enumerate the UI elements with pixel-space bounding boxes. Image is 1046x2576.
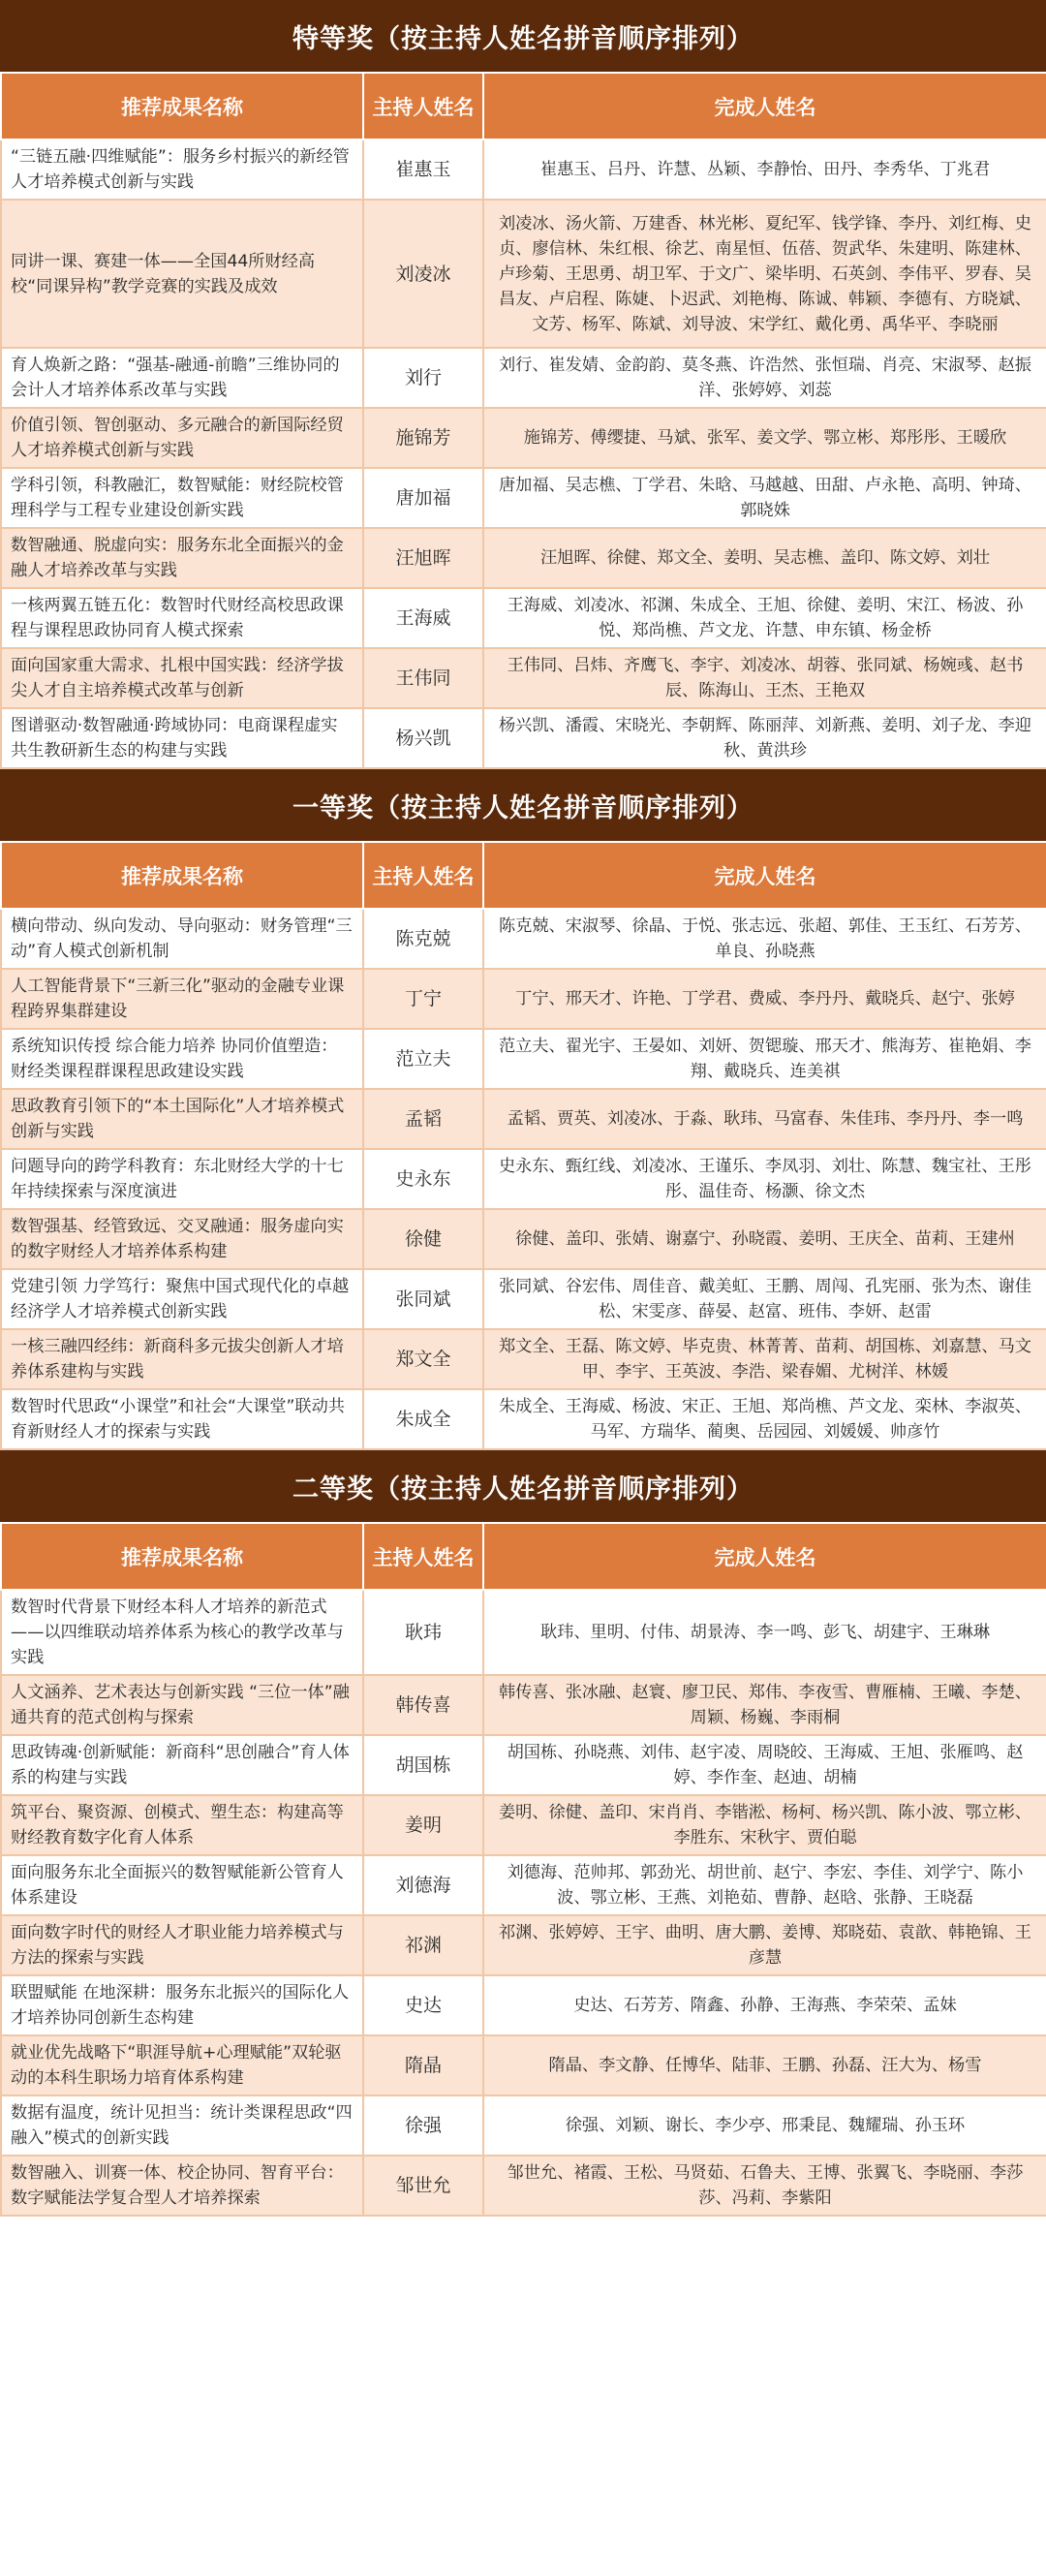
team-members: 陈克兢、宋淑琴、徐晶、于悦、张志远、张超、郭佳、王玉红、石芳芳、单良、孙晓燕: [483, 909, 1046, 969]
table-header-row: [1, 842, 1046, 909]
table-row: [1, 708, 1046, 768]
team-members: 史永东、甄红线、刘凌冰、王谨乐、李凤羽、刘壮、陈慧、魏宝社、王彤彤、温佳奇、杨灏、徐文杰: [483, 1149, 1046, 1209]
team-members: 刘凌冰、汤火箭、万建香、林光彬、夏纪军、钱学锋、李丹、刘红梅、史贞、廖信林、朱红根、徐艺、南星恒、伍蓓、贺武华、朱建明、陈建林、卢珍菊、王思勇、胡卫军、于文广、梁毕明、石英剑、李伟平、罗春、吴昌友、卢启程、陈婕、卜迟武、刘艳梅、陈诚、韩颖、李德有、方晓斌、文芳、杨军、陈斌、刘导波、宋学红、戴化勇、禹华平、李晓丽: [483, 200, 1046, 348]
host-name: 徐健: [363, 1209, 483, 1269]
achievement-name: 价值引领、智创驱动、多元融合的新国际经贸人才培养模式创新与实践: [1, 408, 363, 468]
table-row: [1, 348, 1046, 408]
award-table: [0, 72, 1046, 769]
team-members: 唐加福、吴志樵、丁学君、朱晗、马越越、田甜、卢永艳、高明、钟琦、郭晓姝: [483, 468, 1046, 528]
award-table: [0, 841, 1046, 1450]
team-members: 邹世允、褚霞、王松、马贤茹、石鲁夫、王博、张翼飞、李晓丽、李莎莎、冯莉、李紫阳: [483, 2156, 1046, 2216]
column-header-name: 推荐成果名称: [1, 842, 363, 909]
host-name: 王伟同: [363, 648, 483, 708]
team-members: 汪旭晖、徐健、郑文全、姜明、吴志樵、盖印、陈文婷、刘壮: [483, 528, 1046, 588]
table-row: [1, 1389, 1046, 1449]
achievement-name: 数智强基、经管致远、交叉融通：服务虚向实的数字财经人才培养体系构建: [1, 1209, 363, 1269]
achievement-name: 数智融入、训赛一体、校企协同、智育平台：数字赋能法学复合型人才培养探索: [1, 2156, 363, 2216]
team-members: 胡国栋、孙晓燕、刘伟、赵宇凌、周晓皎、王海威、王旭、张雁鸣、赵婷、李作奎、赵迪、胡楠: [483, 1735, 1046, 1795]
column-header-host: 主持人姓名: [363, 73, 483, 140]
host-name: 王海威: [363, 588, 483, 648]
host-name: 陈克兢: [363, 909, 483, 969]
table-row: [1, 1735, 1046, 1795]
table-row: [1, 1269, 1046, 1329]
achievement-name: 人工智能背景下“三新三化”驱动的金融专业课程跨界集群建设: [1, 969, 363, 1029]
table-row: [1, 588, 1046, 648]
table-row: [1, 2035, 1046, 2095]
team-members: 施锦芳、傅缨捷、马斌、张军、姜文学、鄂立彬、郑彤彤、王暖欣: [483, 408, 1046, 468]
achievement-name: 党建引领 力学笃行：聚焦中国式现代化的卓越经济学人才培养模式创新实践: [1, 1269, 363, 1329]
achievement-name: 一核三融四经纬：新商科多元拔尖创新人才培养体系建构与实践: [1, 1329, 363, 1389]
team-members: 刘行、崔发婧、金韵韵、莫冬燕、许浩然、张恒瑞、肖亮、宋淑琴、赵振洋、张婷婷、刘蕊: [483, 348, 1046, 408]
table-row: [1, 1975, 1046, 2035]
achievement-name: 数智时代背景下财经本科人才培养的新范式——以四维联动培养体系为核心的教学改革与实践: [1, 1590, 363, 1675]
table-row: [1, 468, 1046, 528]
host-name: 刘德海: [363, 1855, 483, 1915]
host-name: 隋晶: [363, 2035, 483, 2095]
column-header-host: 主持人姓名: [363, 1523, 483, 1590]
achievement-name: 思政教育引领下的“本土国际化”人才培养模式创新与实践: [1, 1089, 363, 1149]
table-row: [1, 1590, 1046, 1675]
team-members: 隋晶、李文静、任博华、陆菲、王鹏、孙磊、汪大为、杨雪: [483, 2035, 1046, 2095]
column-header-team: 完成人姓名: [483, 73, 1046, 140]
table-header-row: [1, 1523, 1046, 1590]
column-header-team: 完成人姓名: [483, 842, 1046, 909]
achievement-name: 面向数字时代的财经人才职业能力培养模式与方法的探索与实践: [1, 1915, 363, 1975]
achievement-name: 数智融通、脱虚向实：服务东北全面振兴的金融人才培养改革与实践: [1, 528, 363, 588]
section-title: 二等奖（按主持人姓名拼音顺序排列）: [0, 1450, 1046, 1522]
column-header-team: 完成人姓名: [483, 1523, 1046, 1590]
host-name: 崔惠玉: [363, 140, 483, 200]
achievement-name: 面向国家重大需求、扎根中国实践：经济学拔尖人才自主培养模式改革与创新: [1, 648, 363, 708]
team-members: 祁渊、张婷婷、王宇、曲明、唐大鹏、姜博、郑晓茹、袁歆、韩艳锦、王彦慧: [483, 1915, 1046, 1975]
achievement-name: 一核两翼五链五化：数智时代财经高校思政课程与课程思政协同育人模式探索: [1, 588, 363, 648]
table-row: [1, 1089, 1046, 1149]
section-title: 特等奖（按主持人姓名拼音顺序排列）: [0, 0, 1046, 72]
host-name: 范立夫: [363, 1029, 483, 1089]
column-header-host: 主持人姓名: [363, 842, 483, 909]
host-name: 丁宁: [363, 969, 483, 1029]
host-name: 姜明: [363, 1795, 483, 1855]
achievement-name: “三链五融·四维赋能”：服务乡村振兴的新经管人才培养模式创新与实践: [1, 140, 363, 200]
achievement-name: 系统知识传授 综合能力培养 协同价值塑造：财经类课程群课程思政建设实践: [1, 1029, 363, 1089]
table-row: [1, 1029, 1046, 1089]
host-name: 张同斌: [363, 1269, 483, 1329]
host-name: 徐强: [363, 2095, 483, 2156]
achievement-name: 面向服务东北全面振兴的数智赋能新公管育人体系建设: [1, 1855, 363, 1915]
achievement-name: 思政铸魂·创新赋能：新商科“思创融合”育人体系的构建与实践: [1, 1735, 363, 1795]
achievement-name: 筑平台、聚资源、创模式、塑生态：构建高等财经教育数字化育人体系: [1, 1795, 363, 1855]
column-header-name: 推荐成果名称: [1, 1523, 363, 1590]
team-members: 孟韬、贾英、刘凌冰、于淼、耿玮、马富春、朱佳玮、李丹丹、李一鸣: [483, 1089, 1046, 1149]
table-row: [1, 2095, 1046, 2156]
team-members: 朱成全、王海威、杨波、宋正、王旭、郑尚樵、芦文龙、栾林、李淑英、马军、方瑞华、蔺奥、岳园园、刘媛媛、帅彦竹: [483, 1389, 1046, 1449]
table-row: [1, 200, 1046, 348]
achievement-name: 问题导向的跨学科教育：东北财经大学的十七年持续探索与深度演进: [1, 1149, 363, 1209]
host-name: 刘行: [363, 348, 483, 408]
award-table: [0, 1522, 1046, 2217]
team-members: 郑文全、王磊、陈文婷、毕克贵、林菁菁、苗莉、胡国栋、刘嘉慧、马文甲、李宇、王英波、李浩、梁春媚、尤树洋、林媛: [483, 1329, 1046, 1389]
team-members: 范立夫、翟光宇、王晏如、刘妍、贺锶璇、邢天才、熊海芳、崔艳娟、李翔、戴晓兵、连美祺: [483, 1029, 1046, 1089]
achievement-name: 横向带动、纵向发动、导向驱动：财务管理“三动”育人模式创新机制: [1, 909, 363, 969]
host-name: 邹世允: [363, 2156, 483, 2216]
team-members: 王海威、刘凌冰、祁渊、朱成全、王旭、徐健、姜明、宋江、杨波、孙悦、郑尚樵、芦文龙、许慧、申东镇、杨金桥: [483, 588, 1046, 648]
host-name: 郑文全: [363, 1329, 483, 1389]
table-row: [1, 140, 1046, 200]
column-header-name: 推荐成果名称: [1, 73, 363, 140]
table-row: [1, 1675, 1046, 1735]
team-members: 崔惠玉、吕丹、许慧、丛颖、李静怡、田丹、李秀华、丁兆君: [483, 140, 1046, 200]
table-row: [1, 528, 1046, 588]
table-row: [1, 1915, 1046, 1975]
host-name: 唐加福: [363, 468, 483, 528]
achievement-name: 育人焕新之路：“强基-融通-前瞻”三维协同的会计人才培养体系改革与实践: [1, 348, 363, 408]
host-name: 祁渊: [363, 1915, 483, 1975]
team-members: 徐健、盖印、张婧、谢嘉宁、孙晓霞、姜明、王庆全、苗莉、王建州: [483, 1209, 1046, 1269]
host-name: 孟韬: [363, 1089, 483, 1149]
team-members: 杨兴凯、潘霞、宋晓光、李朝辉、陈丽萍、刘新燕、姜明、刘子龙、李迎秋、黄洪珍: [483, 708, 1046, 768]
table-row: [1, 1209, 1046, 1269]
team-members: 张同斌、谷宏伟、周佳音、戴美虹、王鹏、周闯、孔宪丽、张为杰、谢佳松、宋雯彦、薛晏、赵富、班伟、李妍、赵雷: [483, 1269, 1046, 1329]
host-name: 韩传喜: [363, 1675, 483, 1735]
achievement-name: 学科引领，科教融汇，数智赋能：财经院校管理科学与工程专业建设创新实践: [1, 468, 363, 528]
team-members: 刘德海、范帅邦、郭劲光、胡世前、赵宁、李宏、李佳、刘学宁、陈小波、鄂立彬、王燕、刘艳茹、曹静、赵晗、张静、王晓磊: [483, 1855, 1046, 1915]
achievement-name: 图谱驱动·数智融通·跨域协同：电商课程虚实共生教研新生态的构建与实践: [1, 708, 363, 768]
table-row: [1, 1795, 1046, 1855]
achievement-name: 数据有温度，统计见担当：统计类课程思政“四融入”模式的创新实践: [1, 2095, 363, 2156]
achievement-name: 就业优先战略下“职涯导航+心理赋能”双轮驱动的本科生职场力培育体系构建: [1, 2035, 363, 2095]
team-members: 徐强、刘颖、谢长、李少亭、邢秉昆、魏耀瑞、孙玉环: [483, 2095, 1046, 2156]
table-row: [1, 909, 1046, 969]
host-name: 汪旭晖: [363, 528, 483, 588]
achievement-name: 同讲一课、赛建一体——全国44所财经高校“同课异构”教学竞赛的实践及成效: [1, 200, 363, 348]
host-name: 刘凌冰: [363, 200, 483, 348]
host-name: 杨兴凯: [363, 708, 483, 768]
table-row: [1, 1855, 1046, 1915]
host-name: 史永东: [363, 1149, 483, 1209]
host-name: 史达: [363, 1975, 483, 2035]
team-members: 丁宁、邢天才、许艳、丁学君、费威、李丹丹、戴晓兵、赵宁、张婷: [483, 969, 1046, 1029]
table-row: [1, 648, 1046, 708]
team-members: 姜明、徐健、盖印、宋肖肖、李锴淞、杨柯、杨兴凯、陈小波、鄂立彬、李胜东、宋秋宇、贾伯聪: [483, 1795, 1046, 1855]
table-row: [1, 2156, 1046, 2216]
host-name: 朱成全: [363, 1389, 483, 1449]
team-members: 史达、石芳芳、隋鑫、孙静、王海燕、李荣荣、孟妹: [483, 1975, 1046, 2035]
achievement-name: 数智时代思政“小课堂”和社会“大课堂”联动共育新财经人才的探索与实践: [1, 1389, 363, 1449]
team-members: 耿玮、里明、付伟、胡景涛、李一鸣、彭飞、胡建宇、王琳琳: [483, 1590, 1046, 1675]
table-header-row: [1, 73, 1046, 140]
table-row: [1, 1329, 1046, 1389]
section-title: 一等奖（按主持人姓名拼音顺序排列）: [0, 769, 1046, 841]
table-row: [1, 969, 1046, 1029]
host-name: 胡国栋: [363, 1735, 483, 1795]
achievement-name: 联盟赋能 在地深耕：服务东北振兴的国际化人才培养协同创新生态构建: [1, 1975, 363, 2035]
host-name: 耿玮: [363, 1590, 483, 1675]
host-name: 施锦芳: [363, 408, 483, 468]
table-row: [1, 408, 1046, 468]
team-members: 韩传喜、张冰融、赵寰、廖卫民、郑伟、李夜雪、曹雁楠、王曦、李楚、周颖、杨巍、李雨桐: [483, 1675, 1046, 1735]
table-row: [1, 1149, 1046, 1209]
team-members: 王伟同、吕炜、齐鹰飞、李宇、刘凌冰、胡蓉、张同斌、杨婉彧、赵书辰、陈海山、王杰、王艳双: [483, 648, 1046, 708]
achievement-name: 人文涵养、艺术表达与创新实践 “三位一体”融通共育的范式创构与探索: [1, 1675, 363, 1735]
